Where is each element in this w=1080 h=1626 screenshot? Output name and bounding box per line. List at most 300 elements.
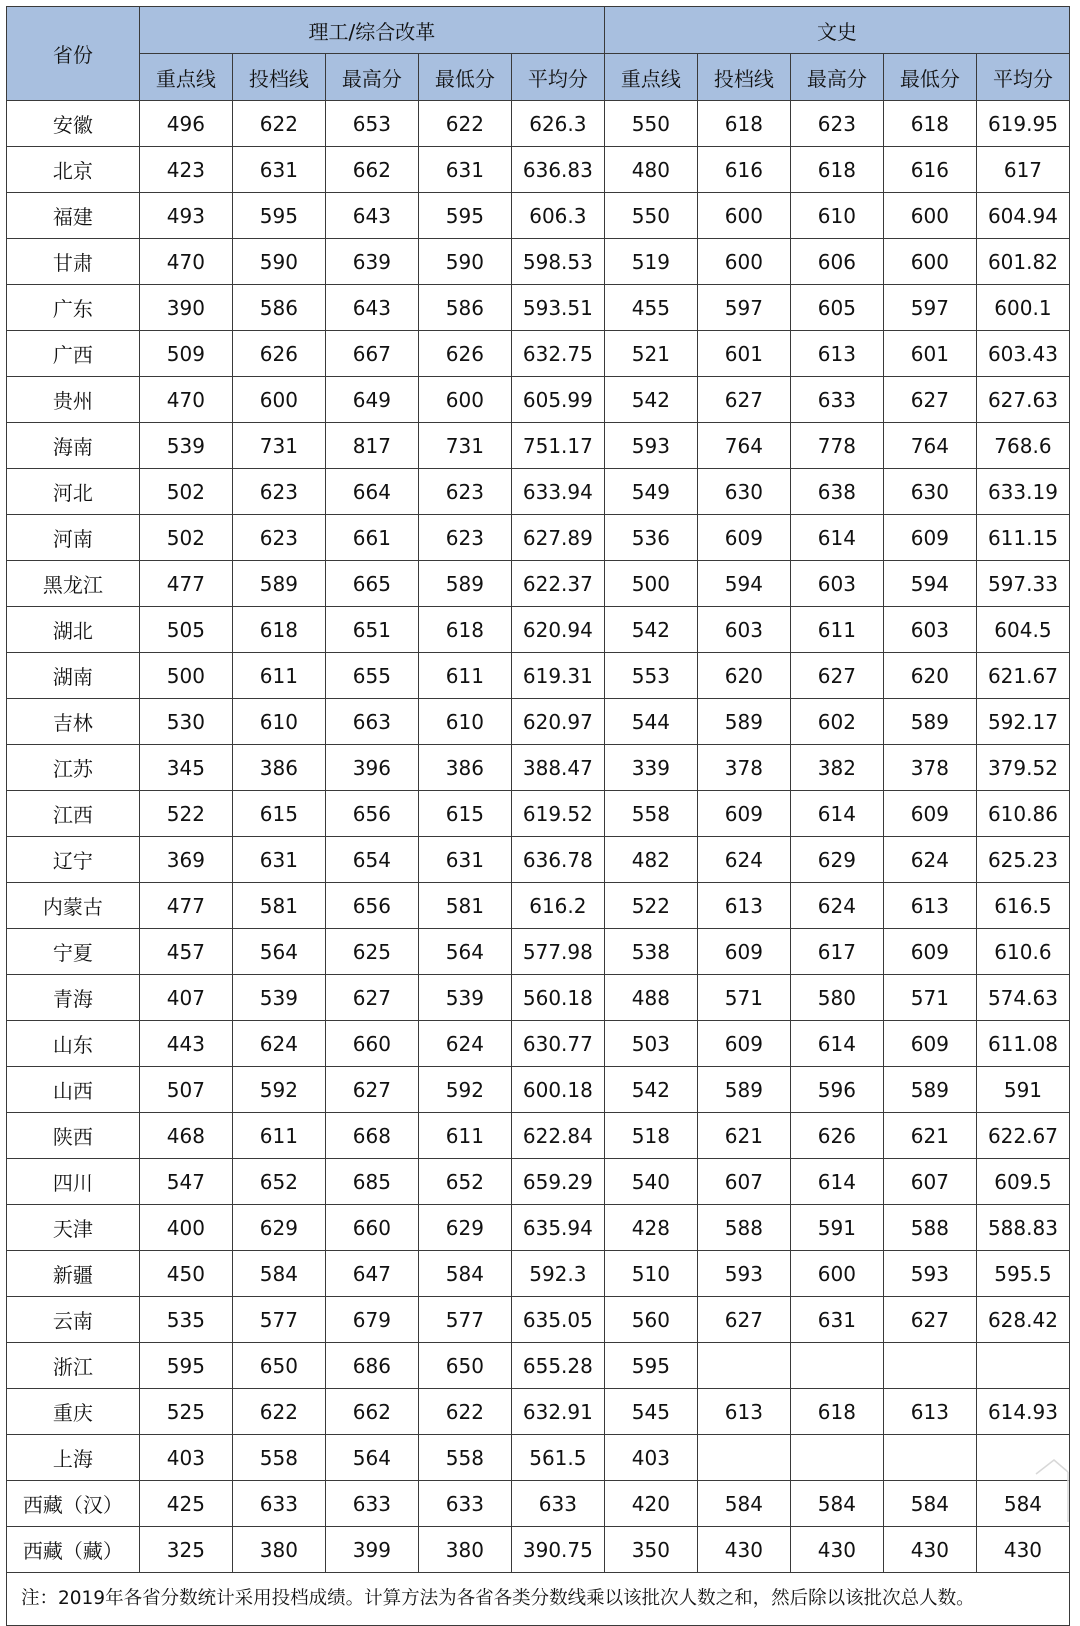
score-cell: 623 (232, 469, 325, 515)
score-cell: 605 (790, 285, 883, 331)
score-cell: 509 (139, 331, 232, 377)
score-cell: 369 (139, 837, 232, 883)
province-cell: 贵州 (7, 377, 140, 423)
score-cell: 610 (418, 699, 511, 745)
subcolumn-header: 最低分 (883, 54, 976, 101)
score-cell: 502 (139, 515, 232, 561)
table-row (7, 1251, 1070, 1297)
score-cell: 593.51 (511, 285, 604, 331)
score-cell: 558 (232, 1435, 325, 1481)
province-cell: 江苏 (7, 745, 140, 791)
score-cell: 643 (325, 285, 418, 331)
province-cell: 上海 (7, 1435, 140, 1481)
score-cell: 620 (697, 653, 790, 699)
score-cell: 643 (325, 193, 418, 239)
score-cell: 539 (139, 423, 232, 469)
table-row (7, 1389, 1070, 1435)
score-cell: 619.52 (511, 791, 604, 837)
score-cell: 660 (325, 1021, 418, 1067)
province-cell: 黑龙江 (7, 561, 140, 607)
score-cell: 591 (790, 1205, 883, 1251)
province-cell: 山西 (7, 1067, 140, 1113)
table-row (7, 699, 1070, 745)
province-column-header: 省份 (7, 7, 140, 101)
score-cell: 620 (883, 653, 976, 699)
score-cell: 606.3 (511, 193, 604, 239)
score-cell: 611.15 (976, 515, 1069, 561)
score-cell: 621 (697, 1113, 790, 1159)
score-cell: 609 (883, 929, 976, 975)
table-row (7, 1067, 1070, 1113)
score-cell: 600.18 (511, 1067, 604, 1113)
score-cell: 629 (418, 1205, 511, 1251)
score-cell: 618 (790, 147, 883, 193)
score-cell: 574.63 (976, 975, 1069, 1021)
table-row (7, 1113, 1070, 1159)
score-cell: 638 (790, 469, 883, 515)
table-row (7, 423, 1070, 469)
score-cell: 633.94 (511, 469, 604, 515)
header-row-groups (7, 7, 1070, 54)
score-cell: 519 (604, 239, 697, 285)
score-cell: 618 (790, 1389, 883, 1435)
province-cell: 新疆 (7, 1251, 140, 1297)
score-cell: 614 (790, 1021, 883, 1067)
score-cell: 622 (232, 101, 325, 147)
score-cell: 595 (139, 1343, 232, 1389)
score-cell: 589 (883, 1067, 976, 1113)
score-cell: 661 (325, 515, 418, 561)
score-cell: 553 (604, 653, 697, 699)
table-row (7, 561, 1070, 607)
score-cell: 584 (883, 1481, 976, 1527)
score-cell: 597.33 (976, 561, 1069, 607)
score-cell: 470 (139, 377, 232, 423)
score-cell: 609 (883, 1021, 976, 1067)
table-row (7, 929, 1070, 975)
score-cell: 623 (790, 101, 883, 147)
score-cell: 623 (418, 515, 511, 561)
score-cell: 594 (883, 561, 976, 607)
score-cell: 542 (604, 607, 697, 653)
score-cell: 613 (883, 883, 976, 929)
table-row (7, 1297, 1070, 1343)
score-cell: 611 (232, 653, 325, 699)
score-cell: 623 (232, 515, 325, 561)
score-cell: 388.47 (511, 745, 604, 791)
score-cell: 685 (325, 1159, 418, 1205)
score-cell: 386 (232, 745, 325, 791)
score-cell: 632.75 (511, 331, 604, 377)
score-cell: 577 (418, 1297, 511, 1343)
table-header (7, 7, 1070, 101)
score-cell: 624 (790, 883, 883, 929)
score-cell: 628.42 (976, 1297, 1069, 1343)
score-cell: 542 (604, 377, 697, 423)
score-cell: 610.86 (976, 791, 1069, 837)
score-cell: 633 (232, 1481, 325, 1527)
score-cell: 420 (604, 1481, 697, 1527)
score-cell: 679 (325, 1297, 418, 1343)
score-cell: 668 (325, 1113, 418, 1159)
subcolumn-header: 重点线 (139, 54, 232, 101)
score-cell: 595 (604, 1343, 697, 1389)
score-cell: 627 (883, 1297, 976, 1343)
score-cell: 607 (883, 1159, 976, 1205)
score-cell (976, 1435, 1069, 1481)
score-cell: 603.43 (976, 331, 1069, 377)
score-cell: 403 (139, 1435, 232, 1481)
score-cell: 522 (139, 791, 232, 837)
subcolumn-header: 重点线 (604, 54, 697, 101)
province-cell: 云南 (7, 1297, 140, 1343)
score-cell: 589 (697, 699, 790, 745)
score-cell: 593 (883, 1251, 976, 1297)
score-cell: 609 (697, 791, 790, 837)
score-cell: 493 (139, 193, 232, 239)
subcolumn-header: 平均分 (976, 54, 1069, 101)
subcolumn-header: 平均分 (511, 54, 604, 101)
score-cell: 580 (790, 975, 883, 1021)
province-cell: 河南 (7, 515, 140, 561)
score-cell: 611 (232, 1113, 325, 1159)
score-cell: 430 (883, 1527, 976, 1573)
score-cell: 488 (604, 975, 697, 1021)
province-cell: 陕西 (7, 1113, 140, 1159)
province-cell: 宁夏 (7, 929, 140, 975)
score-cell: 539 (232, 975, 325, 1021)
score-cell: 592 (418, 1067, 511, 1113)
score-cell: 430 (976, 1527, 1069, 1573)
score-cell: 430 (697, 1527, 790, 1573)
score-cell: 621 (883, 1113, 976, 1159)
score-cell: 592.17 (976, 699, 1069, 745)
score-cell: 595 (418, 193, 511, 239)
score-cell: 430 (790, 1527, 883, 1573)
subcolumn-header: 最高分 (790, 54, 883, 101)
score-cell: 629 (232, 1205, 325, 1251)
score-cell: 603 (883, 607, 976, 653)
score-cell: 550 (604, 101, 697, 147)
table-row (7, 837, 1070, 883)
score-cell: 616.5 (976, 883, 1069, 929)
table-row (7, 1435, 1070, 1481)
table-row (7, 1021, 1070, 1067)
score-cell: 558 (604, 791, 697, 837)
score-cell: 500 (604, 561, 697, 607)
score-cell: 500 (139, 653, 232, 699)
score-cell: 345 (139, 745, 232, 791)
score-cell: 584 (697, 1481, 790, 1527)
score-cell: 539 (418, 975, 511, 1021)
score-cell: 620.97 (511, 699, 604, 745)
province-cell: 湖北 (7, 607, 140, 653)
score-cell: 611 (418, 653, 511, 699)
score-cell: 616 (883, 147, 976, 193)
score-cell: 659.29 (511, 1159, 604, 1205)
subcolumn-header: 最低分 (418, 54, 511, 101)
score-cell: 609.5 (976, 1159, 1069, 1205)
score-cell: 619.95 (976, 101, 1069, 147)
score-cell: 530 (139, 699, 232, 745)
province-cell: 浙江 (7, 1343, 140, 1389)
score-cell: 536 (604, 515, 697, 561)
score-cell: 768.6 (976, 423, 1069, 469)
score-cell: 751.17 (511, 423, 604, 469)
score-cell: 399 (325, 1527, 418, 1573)
score-cell: 597 (697, 285, 790, 331)
province-cell: 西藏（藏） (7, 1527, 140, 1573)
score-cell: 477 (139, 561, 232, 607)
score-cell (790, 1435, 883, 1481)
score-cell: 662 (325, 147, 418, 193)
score-cell: 607 (697, 1159, 790, 1205)
score-cell: 627 (883, 377, 976, 423)
score-cell: 600 (697, 239, 790, 285)
score-cell: 535 (139, 1297, 232, 1343)
score-cell: 615 (232, 791, 325, 837)
score-cell: 518 (604, 1113, 697, 1159)
score-cell: 603 (790, 561, 883, 607)
score-cell: 627 (697, 1297, 790, 1343)
score-cell: 560 (604, 1297, 697, 1343)
score-cell: 667 (325, 331, 418, 377)
table-row (7, 607, 1070, 653)
table-row (7, 1205, 1070, 1251)
table-row (7, 239, 1070, 285)
score-cell: 590 (418, 239, 511, 285)
score-cell (790, 1343, 883, 1389)
score-cell: 592 (232, 1067, 325, 1113)
table-row (7, 193, 1070, 239)
score-cell: 778 (790, 423, 883, 469)
score-cell: 610.6 (976, 929, 1069, 975)
score-cell: 507 (139, 1067, 232, 1113)
score-cell: 686 (325, 1343, 418, 1389)
score-cell: 600 (883, 193, 976, 239)
score-cell: 731 (232, 423, 325, 469)
province-cell: 吉林 (7, 699, 140, 745)
score-cell: 609 (883, 791, 976, 837)
province-cell: 甘肃 (7, 239, 140, 285)
score-cell: 622.67 (976, 1113, 1069, 1159)
province-cell: 重庆 (7, 1389, 140, 1435)
score-cell: 627 (325, 975, 418, 1021)
province-cell: 天津 (7, 1205, 140, 1251)
score-cell: 631 (232, 147, 325, 193)
table-row (7, 147, 1070, 193)
score-cell: 649 (325, 377, 418, 423)
score-cell: 550 (604, 193, 697, 239)
score-cell: 540 (604, 1159, 697, 1205)
score-cell: 600 (418, 377, 511, 423)
score-cell: 633 (325, 1481, 418, 1527)
score-cell: 731 (418, 423, 511, 469)
score-cell: 589 (883, 699, 976, 745)
score-cell: 618 (697, 101, 790, 147)
score-cell: 618 (418, 607, 511, 653)
score-cell: 633 (418, 1481, 511, 1527)
score-cell: 597 (883, 285, 976, 331)
score-cell: 627 (325, 1067, 418, 1113)
score-cell: 622.37 (511, 561, 604, 607)
score-cell: 617 (790, 929, 883, 975)
score-cell: 656 (325, 883, 418, 929)
score-cell: 619.31 (511, 653, 604, 699)
score-cell: 590 (232, 239, 325, 285)
score-cell: 325 (139, 1527, 232, 1573)
score-cell: 655.28 (511, 1343, 604, 1389)
score-cell: 598.53 (511, 239, 604, 285)
score-cell: 403 (604, 1435, 697, 1481)
score-cell: 624 (232, 1021, 325, 1067)
score-cell: 764 (697, 423, 790, 469)
score-cell: 610 (232, 699, 325, 745)
score-cell: 601.82 (976, 239, 1069, 285)
score-cell: 660 (325, 1205, 418, 1251)
score-cell: 631 (418, 147, 511, 193)
score-cell: 624 (883, 837, 976, 883)
score-cell: 425 (139, 1481, 232, 1527)
score-cell: 630 (697, 469, 790, 515)
score-cell: 443 (139, 1021, 232, 1067)
score-cell: 350 (604, 1527, 697, 1573)
score-cell: 390.75 (511, 1527, 604, 1573)
province-cell: 内蒙古 (7, 883, 140, 929)
score-cell: 595.5 (976, 1251, 1069, 1297)
score-cell: 611.08 (976, 1021, 1069, 1067)
score-cell: 339 (604, 745, 697, 791)
score-cell: 626.3 (511, 101, 604, 147)
table-row (7, 791, 1070, 837)
score-cell: 390 (139, 285, 232, 331)
score-cell: 606 (790, 239, 883, 285)
score-cell: 653 (325, 101, 418, 147)
province-cell: 北京 (7, 147, 140, 193)
score-cell: 627 (790, 653, 883, 699)
score-cell: 611 (790, 607, 883, 653)
score-cell: 600 (790, 1251, 883, 1297)
score-cell: 609 (883, 515, 976, 561)
table-row (7, 1527, 1070, 1573)
province-cell: 福建 (7, 193, 140, 239)
score-cell: 613 (697, 883, 790, 929)
score-cell: 614.93 (976, 1389, 1069, 1435)
score-cell: 589 (418, 561, 511, 607)
score-cell: 601 (883, 331, 976, 377)
score-cell: 400 (139, 1205, 232, 1251)
liberal-arts-group-header: 文史 (604, 7, 1069, 54)
score-cell: 600 (232, 377, 325, 423)
score-cell: 544 (604, 699, 697, 745)
score-cell: 584 (232, 1251, 325, 1297)
score-cell: 627 (697, 377, 790, 423)
score-cell: 633 (790, 377, 883, 423)
score-cell: 623 (418, 469, 511, 515)
score-cell: 561.5 (511, 1435, 604, 1481)
score-cell: 626 (232, 331, 325, 377)
score-cell: 613 (697, 1389, 790, 1435)
score-cell: 650 (418, 1343, 511, 1389)
province-cell: 辽宁 (7, 837, 140, 883)
province-cell: 山东 (7, 1021, 140, 1067)
score-cell: 600 (697, 193, 790, 239)
score-cell: 616 (697, 147, 790, 193)
table-row (7, 515, 1070, 561)
score-cell: 503 (604, 1021, 697, 1067)
province-cell: 广东 (7, 285, 140, 331)
table-row (7, 1159, 1070, 1205)
score-cell: 496 (139, 101, 232, 147)
score-cell: 624 (697, 837, 790, 883)
score-cell: 609 (697, 1021, 790, 1067)
score-cell: 614 (790, 515, 883, 561)
score-cell: 581 (232, 883, 325, 929)
score-cell: 457 (139, 929, 232, 975)
score-cell: 378 (697, 745, 790, 791)
score-cell: 604.94 (976, 193, 1069, 239)
score-cell: 423 (139, 147, 232, 193)
score-cell: 631 (790, 1297, 883, 1343)
score-cell: 631 (418, 837, 511, 883)
score-cell: 630 (883, 469, 976, 515)
score-cell: 584 (418, 1251, 511, 1297)
score-cell: 482 (604, 837, 697, 883)
score-document (6, 6, 1070, 1626)
score-cell: 632.91 (511, 1389, 604, 1435)
score-cell: 633 (511, 1481, 604, 1527)
table-body (7, 101, 1070, 1573)
score-cell: 549 (604, 469, 697, 515)
score-cell: 560.18 (511, 975, 604, 1021)
score-cell: 586 (418, 285, 511, 331)
score-cell: 470 (139, 239, 232, 285)
table-row (7, 975, 1070, 1021)
score-cell: 378 (883, 745, 976, 791)
score-cell: 611 (418, 1113, 511, 1159)
score-cell: 627.63 (976, 377, 1069, 423)
score-cell: 618 (883, 101, 976, 147)
score-cell: 601 (697, 331, 790, 377)
score-cell: 596 (790, 1067, 883, 1113)
score-cell: 525 (139, 1389, 232, 1435)
province-cell: 广西 (7, 331, 140, 377)
score-cell: 622.84 (511, 1113, 604, 1159)
score-cell: 588.83 (976, 1205, 1069, 1251)
province-cell: 河北 (7, 469, 140, 515)
score-cell: 584 (790, 1481, 883, 1527)
score-cell (976, 1343, 1069, 1389)
score-cell: 510 (604, 1251, 697, 1297)
score-cell: 656 (325, 791, 418, 837)
score-cell: 428 (604, 1205, 697, 1251)
score-cell: 564 (325, 1435, 418, 1481)
header-row-subcolumns (7, 54, 1070, 101)
score-cell: 609 (697, 515, 790, 561)
table-row (7, 745, 1070, 791)
score-cell: 407 (139, 975, 232, 1021)
score-cell: 663 (325, 699, 418, 745)
admission-score-table (6, 6, 1070, 1573)
score-cell: 538 (604, 929, 697, 975)
score-cell: 450 (139, 1251, 232, 1297)
score-cell: 588 (883, 1205, 976, 1251)
science-group-header: 理工/综合改革 (139, 7, 604, 54)
score-cell: 662 (325, 1389, 418, 1435)
score-cell: 652 (232, 1159, 325, 1205)
score-cell: 521 (604, 331, 697, 377)
score-cell: 600.1 (976, 285, 1069, 331)
